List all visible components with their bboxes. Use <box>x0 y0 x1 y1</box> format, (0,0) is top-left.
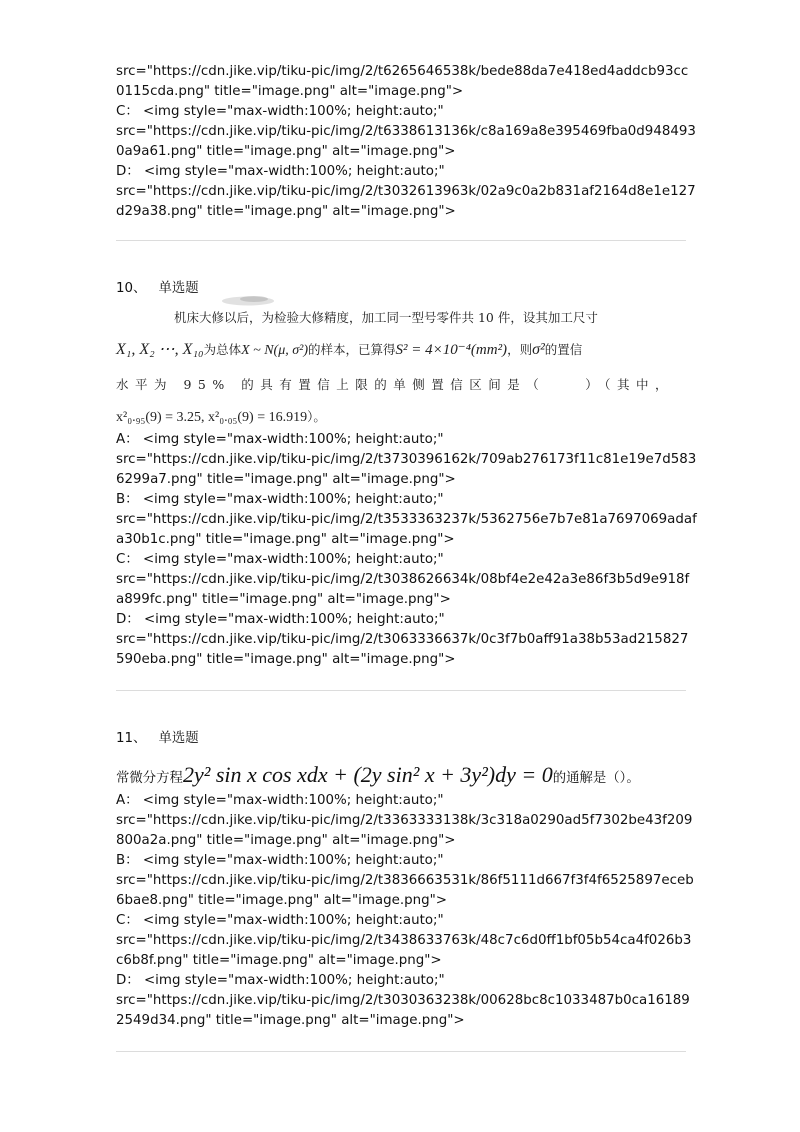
option-c: C： <img style="max-width:100%; height:auto;" <box>116 913 444 928</box>
text-line: src="https://cdn.jike.vip/tiku-pic/img/2/t3730396162k/709ab276173f11c81e19e7d583 <box>116 452 697 467</box>
math-variance: S² = 4×10⁻⁴(mm²) <box>395 342 508 358</box>
option-c: C： <img style="max-width:100%; height:auto;" <box>116 552 444 567</box>
question-stem <box>116 307 686 429</box>
q10-options <box>116 430 697 670</box>
question-header <box>116 729 686 749</box>
divider <box>116 240 686 241</box>
text-line: src="https://cdn.jike.vip/tiku-pic/img/2/t3836663531k/86f5111d667f3f4f6525897eceb <box>116 873 694 888</box>
option-d: D： <img style="max-width:100%; height:auto;" <box>116 612 445 627</box>
text-line: src="https://cdn.jike.vip/tiku-pic/img/2/t3363333138k/3c318a0290ad5f7302be43f209 <box>116 813 693 828</box>
text-line: a30b1c.png" title="image.png" alt="image.png"> <box>116 532 455 547</box>
question-stem: 常微分方程2y² sin x cos xdx + (2y sin² x + 3y²)dy = 0的通解是（）。 <box>116 762 640 787</box>
question-number: 10、 <box>116 281 147 296</box>
q9-options-block <box>116 62 696 222</box>
math-ode: 2y² sin x cos xdx + (2y sin² x + 3y²)dy = 0 <box>182 762 553 787</box>
text-line: c6b8f.png" title="image.png" alt="image.png"> <box>116 953 442 968</box>
stem-line: x²₀.₉₅(9) = 3.25, x²₀.₀₅(9) = 16.919）。 <box>116 409 326 425</box>
option-b: B： <img style="max-width:100%; height:auto;" <box>116 853 444 868</box>
option-a: A： <img style="max-width:100%; height:auto;" <box>116 793 444 808</box>
option-b: B： <img style="max-width:100%; height:auto;" <box>116 492 444 507</box>
question-11 <box>116 729 694 1031</box>
q11-options <box>116 791 694 1031</box>
divider <box>116 690 686 691</box>
option-d: D： <img style="max-width:100%; height:auto;" <box>116 164 445 179</box>
text-line: src="https://cdn.jike.vip/tiku-pic/img/2/t3032613963k/02a9c0a2b831af2164d8e1e127 <box>116 184 696 199</box>
text-line: a899fc.png" title="image.png" alt="image.png"> <box>116 592 451 607</box>
text-line: src="https://cdn.jike.vip/tiku-pic/img/2/t6338613136k/c8a169a8e395469fba0d948493 <box>116 124 696 139</box>
option-a: A： <img style="max-width:100%; height:auto;" <box>116 432 444 447</box>
text-line: 2549d34.png" title="image.png" alt="image.png"> <box>116 1013 465 1028</box>
document-page <box>116 58 697 1052</box>
math-chi-square: x²₀.₉₅(9) = 3.25, x²₀.₀₅(9) = 16.919 <box>116 410 308 425</box>
text-line: d29a38.png" title="image.png" alt="image.png"> <box>116 204 456 219</box>
divider <box>116 1051 686 1052</box>
text-line: 6299a7.png" title="image.png" alt="image.png"> <box>116 472 456 487</box>
stem-line: 水平为 95% 的具有置信上限的单侧置信区间是（ ）（其中， <box>116 377 674 392</box>
text-line: src="https://cdn.jike.vip/tiku-pic/img/2/t3438633763k/48c7c6d0ff1bf05b54ca4f026b3 <box>116 933 692 948</box>
text-line: 590eba.png" title="image.png" alt="image.png"> <box>116 652 456 667</box>
text-line: 6bae8.png" title="image.png" alt="image.png"> <box>116 893 447 908</box>
text-line: 0a9a61.png" title="image.png" alt="image.png"> <box>116 144 456 159</box>
question-number: 11、 <box>116 731 147 746</box>
math-sigma: σ² <box>532 341 545 358</box>
text-line: src="https://cdn.jike.vip/tiku-pic/img/2/t6265646538k/bede88da7e418ed4addcb93cc <box>116 64 689 79</box>
question-type: 单选题 <box>158 731 199 746</box>
text-line: 0115cda.png" title="image.png" alt="image.png"> <box>116 84 464 99</box>
stem-line: 机床大修以后，为检验大修精度，加工同一型号零件共 10 件，设其加工尺寸 <box>174 310 598 325</box>
text-line: src="https://cdn.jike.vip/tiku-pic/img/2/t3030363238k/00628bc8c1033487b0ca16189 <box>116 993 690 1008</box>
scan-smudge <box>218 293 276 307</box>
text-line: src="https://cdn.jike.vip/tiku-pic/img/2/t3063336637k/0c3f7b0aff91a38b53ad215827 <box>116 632 689 647</box>
text-line: src="https://cdn.jike.vip/tiku-pic/img/2/t3533363237k/5362756e7b7e81a7697069adaf <box>116 512 697 527</box>
math-distribution: X ~ N(μ, σ²) <box>241 343 309 358</box>
question-10 <box>116 279 697 670</box>
math-sample: X₁, X₂ ⋯, X₁₀ <box>116 341 204 358</box>
text-line: src="https://cdn.jike.vip/tiku-pic/img/2/t3038626634k/08bf4e2e42a3e86f3b5d9e918f <box>116 572 690 587</box>
option-d: D： <img style="max-width:100%; height:auto;" <box>116 973 445 988</box>
question-type: 单选题 <box>158 281 199 296</box>
stem-line: X₁, X₂ ⋯, X₁₀为总体X ~ N(μ, σ²)的样本，已算得S² = 4×10⁻⁴(mm²)，则σ²的置信 <box>116 341 583 358</box>
option-c: C： <img style="max-width:100%; height:auto;" <box>116 104 444 119</box>
text-line: 800a2a.png" title="image.png" alt="image.png"> <box>116 833 456 848</box>
question-header <box>116 279 686 299</box>
